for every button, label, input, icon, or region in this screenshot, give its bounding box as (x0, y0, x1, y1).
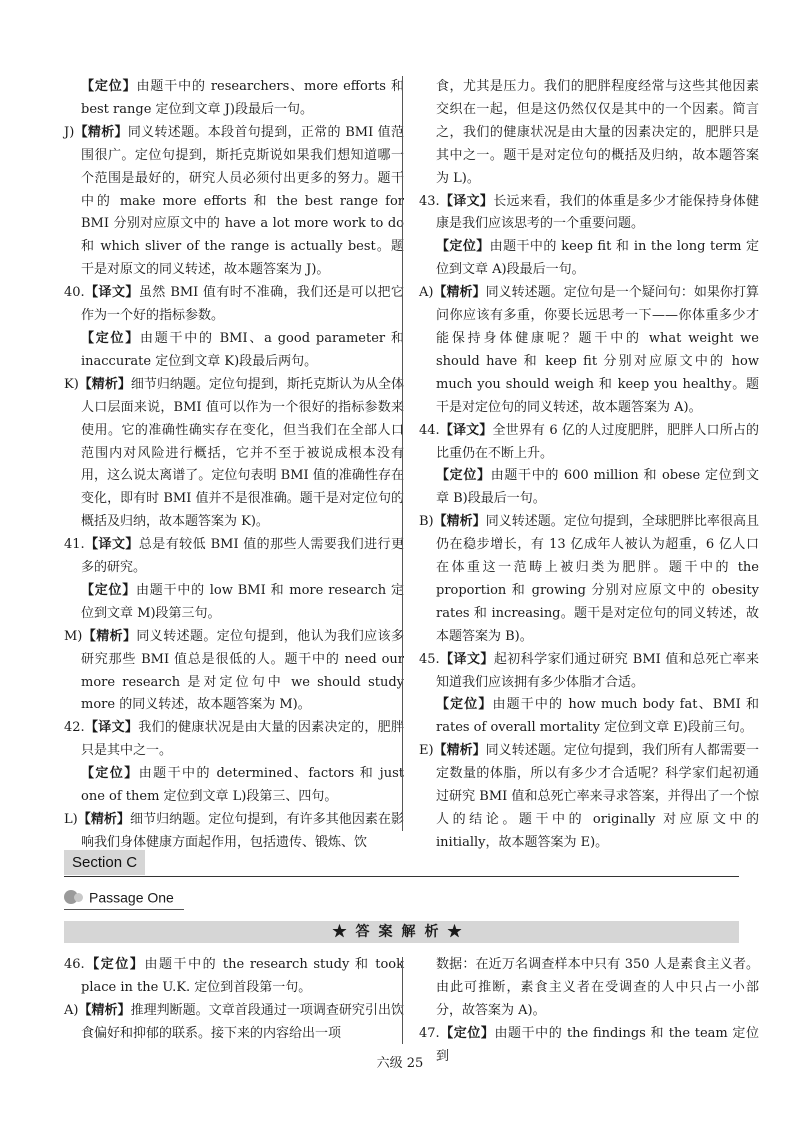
translation-tag: 【译文】 (439, 193, 494, 209)
locate-tag: 【定位】 (436, 468, 491, 484)
paragraph-text: 我们的健康状况是由大量的因素决定的，肥胖只是其中之一。 (81, 720, 404, 759)
question-number: 47. (419, 1025, 440, 1041)
answer-paragraph (64, 374, 404, 534)
translation-tag: 【译文】 (84, 537, 139, 553)
paragraph-text: 同义转述题。定位句提到，我们所有人都需要一定数量的体脂，所以有多少才合适呢？科学家们起初通过研究 BMI 值和总死亡率来寻求答案，并得出了一个惊人的结论。题干中的 originally 对应原文中的 initially，故本题答案为 E)。 (436, 743, 759, 850)
paragraph-text: 由题干中的 low BMI 和 more research 定位到文章 M)段第三句。 (81, 582, 404, 621)
paragraph-continued (419, 954, 759, 1023)
paragraph-text: 起初科学家们通过研究 BMI 值和总死亡率来知道我们应该拥有多少体脂才合适。 (436, 651, 759, 690)
translation-tag: 【译文】 (84, 720, 139, 736)
paragraph-text: 细节归纳题。定位句提到，斯托克斯认为从全体人口层面来说，BMI 值可以作为一个很好的指标参数来使用。它的准确性确实存在变化，但当我们在全部人口范围内对风险进行概括，它并不至于被说成根本没有用，这么说太离谱了。定位句表明 BMI 值的准确性存在变化，即有时 BMI 值并不是很准确。题干是对定位句的概括及归纳，故本题答案为 K)。 (81, 376, 404, 530)
paragraph-text: 全世界有 6 亿的人过度肥胖，肥胖人口所占的比重仍在不断上升。 (436, 422, 759, 461)
paragraph-text: 由题干中的 researchers、more efforts 和 best range 定位到文章 J)段最后一句。 (81, 79, 404, 117)
page-number: 六级 25 (376, 1056, 424, 1071)
question-number: 43. (419, 193, 440, 209)
question-paragraph (64, 282, 404, 328)
translation-tag: 【定位】 (439, 1025, 495, 1041)
answer-paragraph (419, 282, 759, 419)
passage-label: Passage One (89, 889, 174, 906)
analysis-tag: 【精析】 (74, 124, 128, 140)
paragraph-text: 长远来看，我们的体重是多少才能保持身体健康是我们应该思考的一个重要问题。 (436, 193, 759, 232)
question-paragraph (64, 954, 404, 1000)
column-divider (402, 76, 403, 831)
analysis-tag: 【精析】 (78, 376, 131, 392)
passage-underline (64, 909, 184, 910)
question-number: 41. (64, 537, 85, 553)
paragraph-text: 数据：在近万名调查样本中只有 350 人是素食主义者。由此可推断，素食主义者在受调查的人中只占一小部分，故答案为 A)。 (436, 957, 759, 1018)
passage-header (64, 888, 174, 910)
question-paragraph (419, 191, 759, 237)
answer-paragraph (64, 1000, 404, 1046)
paragraph-text: 同义转述题。定位句提到，全球肥胖比率很高且仍在稳步增长，有 13 亿成年人被认为超重，6 亿人口在体重这一范畴上被归类为肥胖。题干中的 the proportion 和 growing 分别对应原文中的 obesity rates 和 increasing。题干是对定位句的同义转述，故本题答案为 B)。 (436, 514, 759, 644)
bottom-column-divider (402, 957, 403, 1044)
paragraph-text: 由题干中的 determined、factors 和 just one of them 定位到文章 L)段第三、四句。 (81, 766, 404, 805)
answers-heading: ★答案解析★ (64, 921, 739, 943)
locate-tag: 【定位】 (81, 330, 140, 346)
answer-letter: L) (64, 812, 78, 827)
analysis-tag: 【精析】 (433, 514, 486, 530)
locate-paragraph (419, 236, 759, 282)
answer-paragraph (64, 122, 404, 282)
paragraph-text: 虽然 BMI 值有时不准确，我们还是可以把它作为一个好的指标参数。 (81, 285, 404, 324)
analysis-tag: 【精析】 (433, 743, 486, 759)
locate-paragraph (64, 763, 404, 809)
question-number: 46. (64, 957, 85, 972)
answer-paragraph (419, 511, 759, 648)
question-number: 40. (64, 285, 85, 301)
answer-letter: M) (64, 628, 83, 644)
analysis-tag: 【精析】 (433, 285, 486, 301)
answer-letter: A) (419, 285, 434, 301)
bottom-left-column (64, 954, 404, 1046)
right-column (419, 76, 759, 855)
question-number: 42. (64, 720, 85, 736)
paragraph-text: 同义转述题。本段首句提到，正常的 BMI 值范围很广。定位句提到，斯托克斯说如果我们想知道哪一个范围是最好的，研究人员必须付出更多的努力。题干中的 make more efforts 和 the best range for BMI 分别对应原文中的 have a lot more work to do 和 which sliver of the range is actually best。题干是对原文的同义转述，故本题答案为 J)。 (81, 124, 404, 278)
question-paragraph (419, 420, 759, 466)
paragraph-text: 由题干中的 BMI、a good parameter 和 inaccurate 定位到文章 K)段最后两句。 (81, 330, 404, 369)
analysis-tag: 【精析】 (77, 812, 130, 827)
locate-tag: 【定位】 (81, 79, 137, 94)
answer-paragraph (64, 809, 404, 855)
translation-tag: 【译文】 (84, 285, 139, 301)
passage-circle-small-icon (74, 893, 83, 902)
paragraph-text: 同义转述题。定位句提到，他认为我们应该多研究那些 BMI 值总是很低的人。题干中的 need our more research 是对定位句中 we should study more 的同义转述，故本题答案为 M)。 (81, 628, 404, 713)
locate-tag: 【定位】 (436, 697, 493, 713)
locate-tag: 【定位】 (81, 582, 137, 598)
translation-tag: 【译文】 (439, 651, 494, 667)
locate-paragraph (64, 76, 404, 122)
paragraph-text: 总是有较低 BMI 值的那些人需要我们进行更多的研究。 (81, 537, 404, 576)
paragraph-text: 细节归纳题。定位句提到，有许多其他因素在影响我们身体健康方面起作用，包括遗传、锻炼、饮 (81, 812, 404, 850)
paragraph-text: 由题干中的 how much body fat、BMI 和 rates of overall mortality 定位到文章 E)段前三句。 (436, 697, 759, 736)
paragraph-text: 食，尤其是压力。我们的肥胖程度经常与这些其他因素交织在一起，但是这仍然仅仅是其中的一个因素。简言之，我们的健康状况是由大量的因素决定的，肥胖只是其中之一。题干是对定位句的概括及归纳，故本题答案为 L)。 (436, 79, 759, 186)
locate-paragraph (64, 328, 404, 374)
answer-letter: E) (419, 743, 434, 759)
analysis-tag: 【精析】 (82, 628, 137, 644)
paragraph-text: 由题干中的 the findings 和 the team 定位到 (436, 1025, 759, 1064)
translation-tag: 【译文】 (439, 422, 493, 438)
section-header (64, 850, 739, 877)
paragraph-continued (419, 76, 759, 191)
locate-tag: 【定位】 (81, 766, 139, 782)
answer-paragraph (419, 740, 759, 855)
question-number: 45. (419, 651, 440, 667)
answer-letter: K) (64, 376, 79, 392)
question-paragraph (419, 649, 759, 695)
paragraph-text: 同义转述题。定位句是一个疑问句：如果你打算问你应该有多重，你要长远思考一下——你体重多少才能保持身体健康呢？题干中的 what weight we should have 和 keep fit 分别对应原文中的 how much you should weigh 和 keep you healthy。题干是对定位句的同义转述，故本题答案为 A)。 (436, 285, 759, 415)
locate-paragraph (419, 465, 759, 511)
translation-tag: 【定位】 (84, 957, 145, 972)
answer-letter: B) (419, 514, 434, 530)
paragraph-text: 由题干中的 keep fit 和 in the long term 定位到文章 A)段最后一句。 (436, 239, 759, 278)
question-paragraph (64, 717, 404, 763)
paragraph-text: 由题干中的 600 million 和 obese 定位到文章 B)段最后一句。 (436, 468, 759, 507)
answer-letter: A) (64, 1002, 79, 1018)
locate-paragraph (419, 694, 759, 740)
locate-tag: 【定位】 (436, 239, 490, 255)
paragraph-text: 推理判断题。文章首段通过一项调查研究引出饮食偏好和抑郁的联系。接下来的内容给出一项 (81, 1002, 404, 1041)
answer-letter: J) (64, 124, 75, 140)
left-column (64, 76, 404, 855)
section-label: Section C (64, 850, 145, 875)
analysis-tag: 【精析】 (78, 1002, 131, 1018)
paragraph-text: 由题干中的 the research study 和 took place in the U.K. 定位到首段第一句。 (81, 957, 404, 995)
question-number: 44. (419, 422, 440, 438)
locate-paragraph (64, 580, 404, 626)
answer-paragraph (64, 626, 404, 718)
question-paragraph (64, 534, 404, 580)
